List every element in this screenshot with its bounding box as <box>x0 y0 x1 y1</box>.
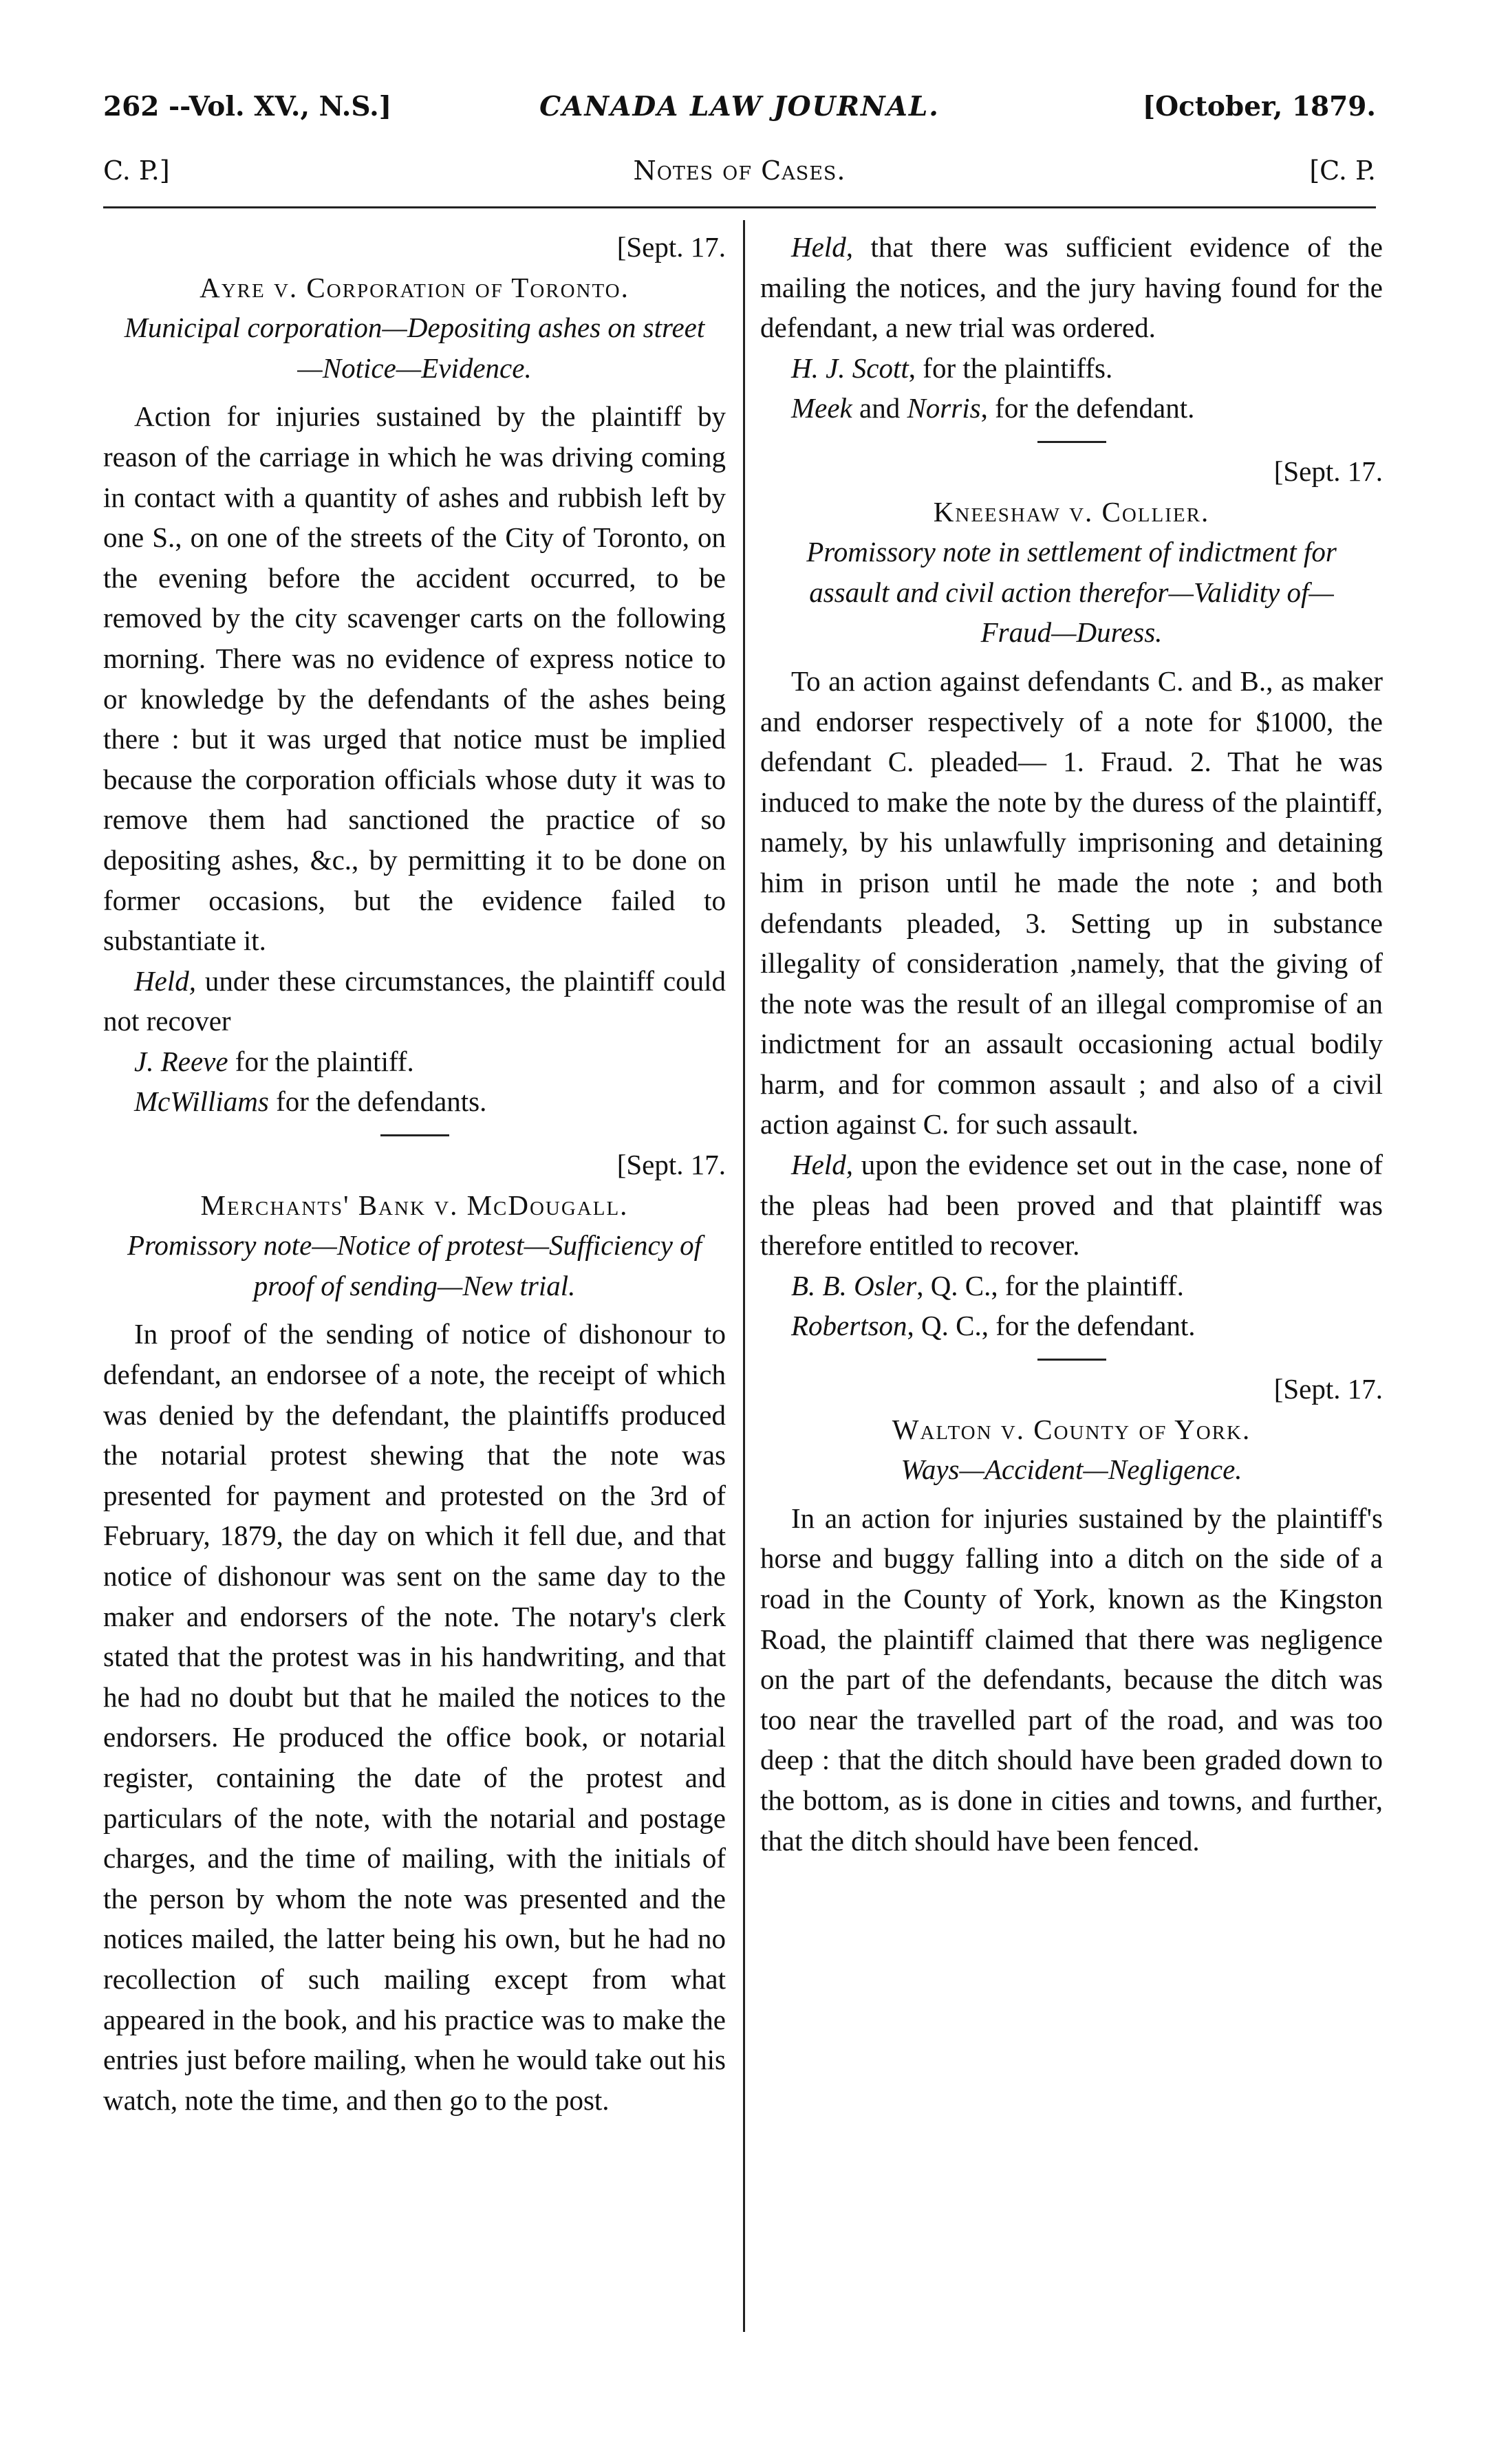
case-title: Kneeshaw v. Collier. <box>933 495 1210 528</box>
case-holding <box>760 1145 1383 1266</box>
section-title: Notes of Cases. <box>633 155 846 186</box>
counsel-line <box>760 348 1383 389</box>
page-volume-label: 262 --Vol. XV., N.S.] <box>103 91 392 122</box>
counsel-name: McWilliams <box>134 1085 269 1118</box>
case-separator <box>1037 1359 1106 1361</box>
case-holding <box>103 961 726 1041</box>
case-headnote: Promissory note in settlement of indictment for assault and civil action therefor—Validity of—Fraud—Duress. <box>806 536 1337 649</box>
counsel-line <box>103 1081 726 1122</box>
counsel-role: for the defendants. <box>268 1085 487 1118</box>
case-headnote: Municipal corporation—Depositing ashes on street—Notice—Evidence. <box>124 312 705 384</box>
case-merchants-bank <box>103 1145 726 2120</box>
held-text: that there was sufficient evidence of the mailing the notices, and the jury having found for the defendant, a new trial was ordered. <box>760 231 1383 344</box>
counsel-name: Norris <box>907 392 981 424</box>
case-date: [Sept. 17. <box>616 231 726 263</box>
counsel-line <box>760 1266 1383 1306</box>
case-date: [Sept. 17. <box>1273 455 1383 487</box>
held-word: Held, <box>134 964 196 997</box>
issue-date: [October, 1879. <box>1142 91 1376 122</box>
held-text: upon the evidence set out in the case, none of the pleas had been proved and that plaintiff was therefore entitled to recover. <box>760 1149 1383 1262</box>
counsel-name: J. Reeve <box>134 1045 228 1077</box>
case-date: [Sept. 17. <box>616 1149 726 1181</box>
case-headnote: Promissory note—Notice of protest—Sufficiency of proof of sending—New trial. <box>127 1229 702 1301</box>
case-title: Merchants' Bank v. McDougall. <box>200 1189 629 1221</box>
counsel-name: Meek <box>791 392 852 424</box>
counsel-role: , for the plaintiffs. <box>908 352 1113 384</box>
case-ayre <box>103 227 726 1122</box>
held-text: under these circumstances, the plaintiff could not recover <box>103 964 726 1037</box>
counsel-role: for the plaintiff. <box>228 1045 414 1077</box>
case-title: Ayre v. Corporation of Toronto. <box>200 271 629 303</box>
counsel-name: B. B. Osler <box>791 1269 917 1301</box>
header-rule <box>103 206 1376 208</box>
counsel-role: and <box>852 392 907 424</box>
counsel-line <box>760 1306 1383 1346</box>
section-head <box>103 155 1376 194</box>
case-body: To an action against defendants C. and B., as maker and endorser respectively of a note for $1000, the defendant C. pleaded— 1. Fraud. 2. That he was induced to make the note by the duress of the plaintiff, namely, by his unlawfully imprisoning and detaining him in prison until he made the note ; and both defendants pleaded, 3. Setting up in substance illegality of consideration ,namely, that the giving of the note was the result of an illegal compromise of an indictment for an assault occasioning actual bodily harm, and for common assault ; and also of a civil action against C. for such assault. <box>760 664 1383 1141</box>
column-divider <box>743 220 745 2332</box>
case-merchants-bank-continued <box>760 227 1383 429</box>
case-separator <box>1037 441 1106 443</box>
counsel-line <box>103 1041 726 1082</box>
running-head <box>103 91 1376 132</box>
counsel-role: , Q. C., for the plaintiff. <box>916 1269 1184 1301</box>
court-label-left: C. P.] <box>103 155 170 186</box>
case-separator <box>380 1134 449 1136</box>
counsel-name: H. J. Scott <box>791 352 909 384</box>
held-word: Held, <box>791 231 853 263</box>
case-body: Action for injuries sustained by the plaintiff by reason of the carriage in which he was driving coming in contact with a quantity of ashes and rubbish left by one S., on one of the streets of the City of Toronto, on the evening before the accident occurred, to be removed by the city scavenger carts on the following morning. There was no evidence of express notice to or knowledge by the defendants of the ashes being there : but it was urged that notice must be implied because the corporation officials whose duty it was to remove them had sanctioned the practice of so depositing ashes, &c., by permitting it to be done on former occasions, but the evidence failed to substantiate it. <box>103 400 726 957</box>
counsel-role: , for the defendant. <box>980 392 1195 424</box>
case-holding <box>760 227 1383 348</box>
case-body: In proof of the sending of notice of dishonour to defendant, an endorsee of a note, the receipt of which was denied by the defendant, the plaintiffs produced the notarial protest shewing that the note was presented for payment and protested on the 3rd of February, 1879, the day on which it fell due, and that notice of dishonour was sent on the same day to the maker and endorsers of the note. The notary's clerk stated that the protest was in his handwriting, and that he had no doubt but that he mailed the notices to the endorsers. He produced the office book, or notarial register, containing the date of the protest and particulars of the note, with the notarial and postage charges, and the time of mailing, with the initials of the person by whom the note was presented and the notices mailed, the latter being his own, but he had no recollection of such mailing except from what appeared in the book, and his practice was to make the entries just before mailing, when he would take out his watch, note the time, and then go to the post. <box>103 1318 726 2116</box>
right-column <box>760 227 1383 1861</box>
case-body: In an action for injuries sustained by the plaintiff's horse and buggy falling into a ditch on the side of a road in the County of York, known as the Kingston Road, the plaintiff claimed that there was negligence on the part of the defendants, because the ditch was too near the travelled part of the road, and was too deep : that the ditch should have been graded down to the bottom, as is done in cities and towns, and further, that the ditch should have been fenced. <box>760 1502 1383 1857</box>
left-column <box>103 227 726 2120</box>
case-title: Walton v. County of York. <box>892 1413 1251 1445</box>
case-kneeshaw <box>760 451 1383 1346</box>
court-label-right: [C. P. <box>1309 155 1376 186</box>
case-headnote: Ways—Accident—Negligence. <box>901 1453 1242 1486</box>
case-date: [Sept. 17. <box>1273 1373 1383 1405</box>
counsel-line <box>760 388 1383 429</box>
case-walton <box>760 1369 1383 1861</box>
counsel-role: , Q. C., for the defendant. <box>907 1310 1196 1342</box>
held-word: Held, <box>791 1149 853 1181</box>
journal-title: CANADA LAW JOURNAL. <box>539 91 940 122</box>
counsel-name: Robertson <box>791 1310 907 1342</box>
